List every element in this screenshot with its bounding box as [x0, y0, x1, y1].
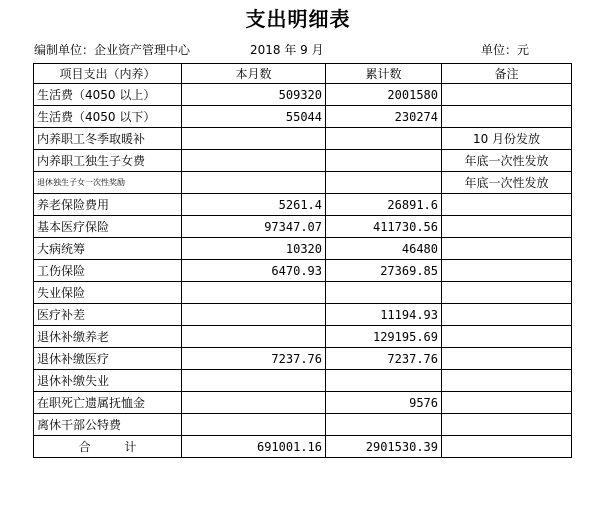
row-cumulative-value — [326, 172, 442, 194]
row-month-value — [182, 172, 326, 194]
row-month-value — [182, 392, 326, 414]
table-row — [34, 194, 572, 216]
row-cumulative-value: 27369.85 — [326, 260, 442, 282]
table-row — [34, 304, 572, 326]
row-month-value — [182, 370, 326, 392]
header-month: 本月数 — [182, 64, 326, 84]
row-note — [442, 238, 572, 260]
row-cumulative-value: 9576 — [326, 392, 442, 414]
row-month-value — [182, 128, 326, 150]
row-item: 退休补缴医疗 — [34, 348, 182, 370]
row-month-value — [182, 326, 326, 348]
row-cumulative-value — [326, 150, 442, 172]
row-month-value — [182, 282, 326, 304]
row-note: 年底一次性发放 — [442, 150, 572, 172]
row-item: 失业保险 — [34, 282, 182, 304]
row-month-value: 7237.76 — [182, 348, 326, 370]
row-item: 生活费（4050 以上） — [34, 84, 182, 106]
row-note — [442, 348, 572, 370]
total-cumulative-value: 2901530.39 — [326, 436, 442, 458]
row-note: 年底一次性发放 — [442, 172, 572, 194]
table-row — [34, 348, 572, 370]
row-item: 工伤保险 — [34, 260, 182, 282]
table-row — [34, 414, 572, 436]
row-cumulative-value: 230274 — [326, 106, 442, 128]
header-item: 项目支出（内养） — [34, 64, 182, 84]
row-note — [442, 326, 572, 348]
table-row — [34, 326, 572, 348]
row-note — [442, 260, 572, 282]
total-row — [34, 436, 572, 458]
row-cumulative-value — [326, 414, 442, 436]
row-item: 退休补缴养老 — [34, 326, 182, 348]
table-row — [34, 84, 572, 106]
table-row — [34, 150, 572, 172]
total-note — [442, 436, 572, 458]
table-row — [34, 106, 572, 128]
row-month-value: 55044 — [182, 106, 326, 128]
table-body — [34, 64, 572, 458]
total-label: 合 计 — [34, 436, 182, 458]
table-row — [34, 172, 572, 194]
row-cumulative-value: 7237.76 — [326, 348, 442, 370]
row-item: 基本医疗保险 — [34, 216, 182, 238]
row-note — [442, 84, 572, 106]
row-note — [442, 414, 572, 436]
row-month-value: 5261.4 — [182, 194, 326, 216]
row-month-value — [182, 150, 326, 172]
row-note — [442, 282, 572, 304]
row-item: 养老保险费用 — [34, 194, 182, 216]
row-month-value — [182, 414, 326, 436]
row-cumulative-value: 11194.93 — [326, 304, 442, 326]
expense-detail-table — [33, 63, 572, 458]
header-cumulative: 累计数 — [326, 64, 442, 84]
total-month-value: 691001.16 — [182, 436, 326, 458]
row-item: 内养职工冬季取暖补 — [34, 128, 182, 150]
row-cumulative-value — [326, 370, 442, 392]
row-item: 大病统筹 — [34, 238, 182, 260]
report-period: 2018 年 9 月 — [250, 43, 324, 57]
header-note: 备注 — [442, 64, 572, 84]
row-month-value: 97347.07 — [182, 216, 326, 238]
row-item: 退休补缴失业 — [34, 370, 182, 392]
row-item: 退休独生子女一次性奖励 — [34, 172, 182, 194]
row-cumulative-value: 2001580 — [326, 84, 442, 106]
table-header-row — [34, 64, 572, 84]
row-note — [442, 370, 572, 392]
row-cumulative-value — [326, 282, 442, 304]
row-month-value: 6470.93 — [182, 260, 326, 282]
row-note — [442, 216, 572, 238]
row-cumulative-value: 26891.6 — [326, 194, 442, 216]
table-row — [34, 370, 572, 392]
row-item: 离休干部公特费 — [34, 414, 182, 436]
row-note — [442, 106, 572, 128]
row-note: 10 月份发放 — [442, 128, 572, 150]
row-item: 医疗补差 — [34, 304, 182, 326]
row-item: 生活费（4050 以下） — [34, 106, 182, 128]
row-month-value: 509320 — [182, 84, 326, 106]
table-row — [34, 216, 572, 238]
row-note — [442, 194, 572, 216]
row-cumulative-value: 46480 — [326, 238, 442, 260]
row-cumulative-value: 411730.56 — [326, 216, 442, 238]
row-cumulative-value — [326, 128, 442, 150]
table-row — [34, 282, 572, 304]
row-item: 在职死亡遗属抚恤金 — [34, 392, 182, 414]
page-title: 支出明细表 — [245, 7, 351, 31]
row-item: 内养职工独生子女费 — [34, 150, 182, 172]
row-month-value: 10320 — [182, 238, 326, 260]
currency-unit: 单位：元 — [481, 43, 530, 57]
table-row — [34, 260, 572, 282]
table-row — [34, 392, 572, 414]
row-cumulative-value: 129195.69 — [326, 326, 442, 348]
row-note — [442, 392, 572, 414]
table-row — [34, 128, 572, 150]
row-month-value — [182, 304, 326, 326]
row-note — [442, 304, 572, 326]
compiling-unit: 编制单位：企业资产管理中心 — [34, 43, 191, 57]
table-row — [34, 238, 572, 260]
